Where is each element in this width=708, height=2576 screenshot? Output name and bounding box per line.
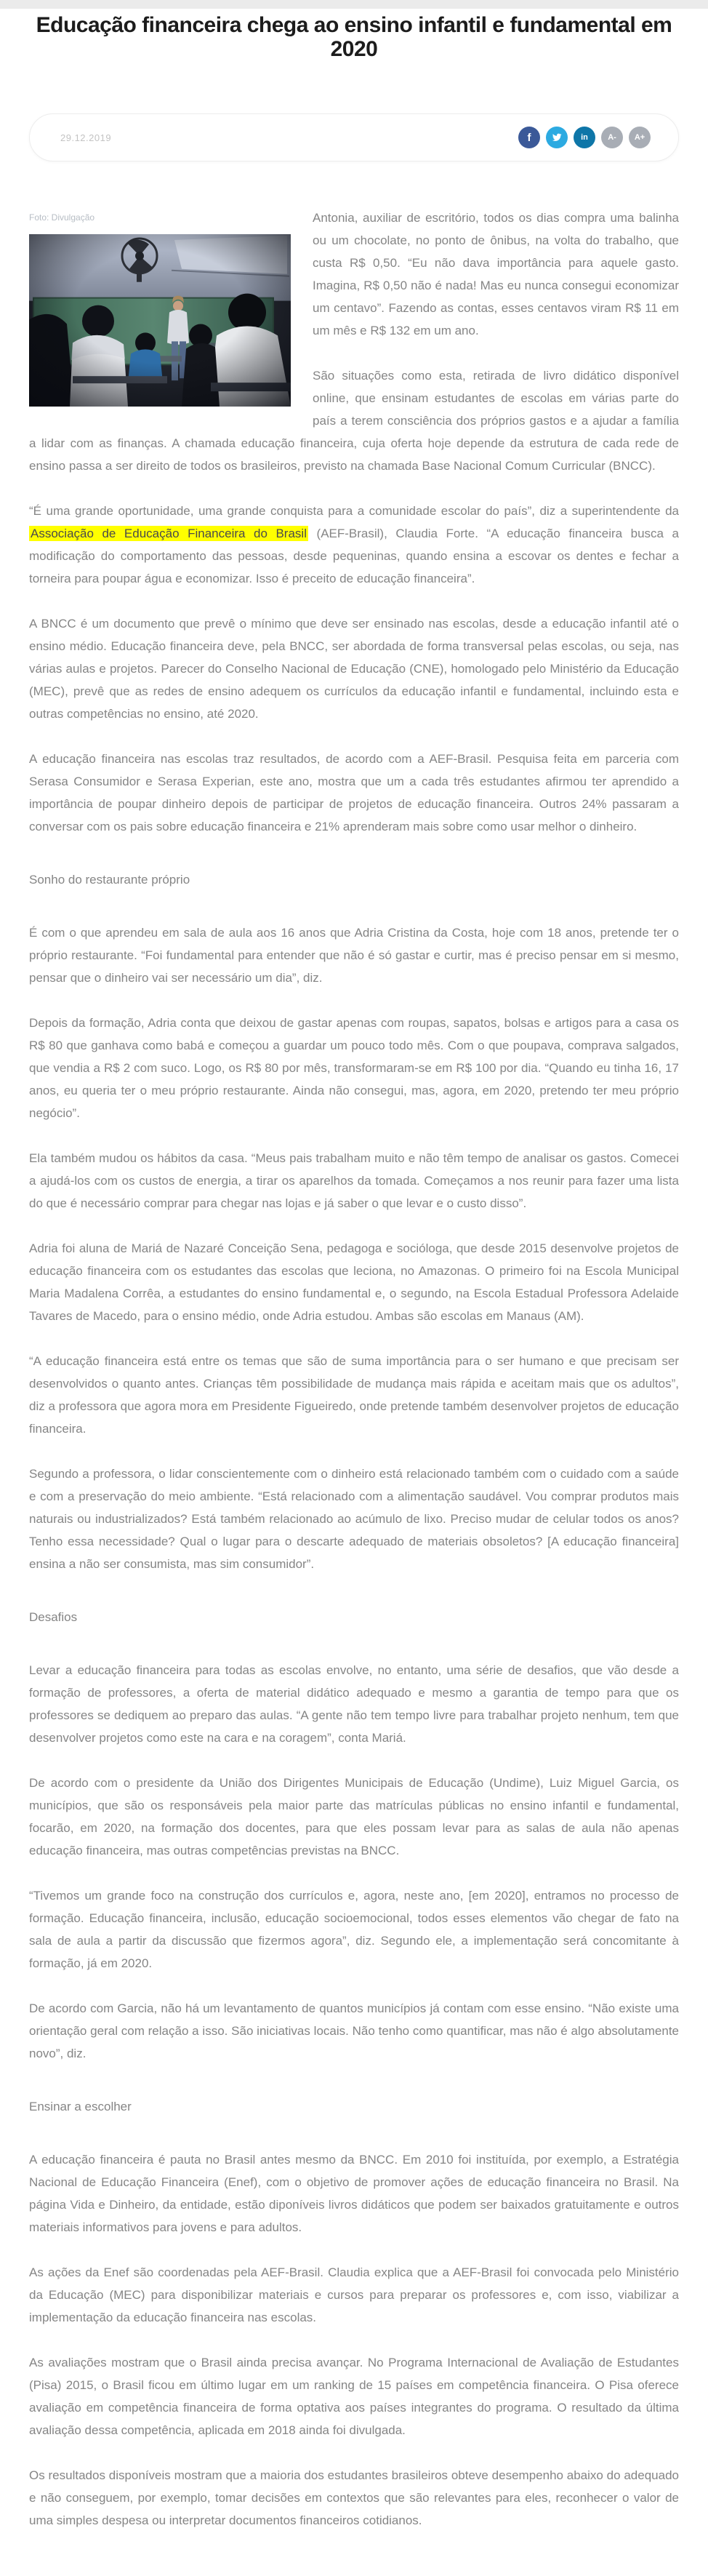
article-body — [29, 207, 679, 2576]
font-decrease-icon: A- — [608, 133, 616, 142]
article-paragraph: As avaliações mostram que o Brasil ainda precisa avançar. No Programa Internacional de Avaliação de Estudantes (Pisa) 2015, o Brasil ficou em último lugar em um ranking de 15 países em competência financeira. O Pisa oferece avaliação em competência financeira de forma optativa aos países integrantes do programa. O resultado da última avaliação dessa competência, aplicada em 2018 ainda foi divulgada. — [29, 2356, 679, 2437]
meta-card — [29, 113, 679, 161]
article-paragraph: São situações como esta, retirada de livro didático disponível online, que ensinam estudantes de escolas em várias parte do país a terem consciência dos próprios gastos e a ajudar a família a lidar com as finanças. A chamada educação financeira, cuja oferta hoje depende da estrutura de cada rede de ensino passa a ser direito de todos os brasileiros, previsto na chamada Base Nacional Comum Curricular (BNCC). — [29, 369, 679, 473]
paragraph-text: “É uma grande oportunidade, uma grande conquista para a comunidade escolar do país”, diz a superintendente da — [29, 504, 679, 518]
article-paragraph: Levar a educação financeira para todas as escolas envolve, no entanto, uma série de desafios, que vão desde a formação de professores, a oferta de material didático adequado e mesmo a garantia de tempo para que os professores se dediquem ao preparo das aulas. “A gente não tem tempo livre para trabalhar projeto nenhum, tem que desenvolver projetos como este na cara e na coragem”, conta Mariá. — [29, 1663, 679, 1745]
twitter-icon — [552, 132, 563, 143]
section-heading: Desafios — [29, 1610, 78, 1624]
linkedin-icon: in — [581, 133, 588, 142]
article-paragraph: As ações da Enef são coordenadas pela AEF-Brasil. Claudia explica que a AEF-Brasil foi convocada pelo Ministério da Educação (MEC) para disponibilizar materiais e cursos para preparar os professores e, com isso, viabilizar a implementação da educação financeira nas escolas. — [29, 2265, 679, 2324]
font-increase-button[interactable] — [629, 127, 651, 148]
article-paragraph: A educação financeira nas escolas traz resultados, de acordo com a AEF-Brasil. Pesquisa feita em parceria com Serasa Consumidor e Serasa Experian, este ano, mostra que um a cada três estudantes afirmou ter aprendido a importância de poupar dinheiro depois de participar de projetos de educação financeira. Outros 24% passaram a conversar com os pais sobre educação financeira e 21% aprenderam mais sobre como usar melhor o dinheiro. — [29, 752, 679, 833]
paragraph-text: (AEF-Brasil), Claudia Forte. “A educação financeira busca a modificação do comportamento das pessoas, desde pequeninas, quando ensina a escovar os dentes e fechar a torneira para poupar água e economizar. Isso é preceito de educação financeira”. — [29, 527, 679, 585]
classroom-photo — [29, 234, 291, 407]
share-linkedin-button[interactable] — [574, 127, 595, 148]
article-paragraph: A BNCC é um documento que prevê o mínimo que deve ser ensinado nas escolas, desde a educação infantil até o ensino médio. Educação financeira deve, pela BNCC, ser abordada de forma transversal pelas escolas, ou seja, nas várias aulas e projetos. Parecer do Conselho Nacional de Educação (CNE), homologado pelo Ministério da Educação (MEC), prevê que as redes de ensino adequem os currículos da educação infantil e fundamental, incluindo esta e outras competências no ensino, até 2020. — [29, 617, 679, 721]
share-facebook-button[interactable] — [518, 127, 540, 148]
article-paragraph: É com o que aprendeu em sala de aula aos 16 anos que Adria Cristina da Costa, hoje com 18 anos, pretende ter o próprio restaurante. “Foi fundamental para entender que não é só gastar e curtir, mas é preciso pensar em si mesmo, pensar que o dinheiro vai ser necessário um dia”, diz. — [29, 926, 679, 985]
article-figure — [29, 207, 291, 407]
section-heading: Ensinar a escolher — [29, 2100, 132, 2113]
page-title: Educação financeira chega ao ensino infantil e fundamental em 2020 — [36, 13, 672, 61]
article-paragraph: Depois da formação, Adria conta que deixou de gastar apenas com roupas, sapatos, bolsas e artigos para a casa os R$ 80 que ganhava como babá e começou a guardar um pouco todo mês. Com o que poupava, comprava salgados, que vendia a R$ 2 com suco. Logo, os R$ 80 por mês, transformaram-se em R$ 100 por dia. “Quando eu tinha 16, 17 anos, eu queria ter o meu próprio restaurante. Ainda não consegui, mas, agora, em 2020, pretendo ter meu próprio negócio”. — [29, 1016, 679, 1120]
article-paragraph — [29, 500, 679, 590]
font-increase-icon: A+ — [634, 133, 645, 142]
font-decrease-button[interactable] — [601, 127, 623, 148]
article-paragraph: Adria foi aluna de Mariá de Nazaré Conceição Sena, pedagoga e socióloga, que desde 2015 desenvolve projetos de educação financeira com os estudantes das escolas que leciona, no Amazonas. O primeiro foi na Escola Municipal Maria Madalena Corrêa, a estudantes do ensino fundamental e, o segundo, na Escola Estadual Professora Adelaide Tavares de Macedo, para o ensino médio, onde Adria estudou. Ambas são escolas em Manaus (AM). — [29, 1241, 679, 1323]
article-paragraph: A educação financeira é pauta no Brasil antes mesmo da BNCC. Em 2010 foi instituída, por exemplo, a Estratégia Nacional de Educação Financeira (Enef), com o objetivo de promover ações de educação financeira no Brasil. Na página Vida e Dinheiro, da entidade, estão diponíveis livros didáticos que podem ser baixados gratuitamente e outros materiais informativos para jovens e para adultos. — [29, 2153, 679, 2234]
article-paragraph: De acordo com Garcia, não há um levantamento de quantos municípios já contam com esse ensino. “Não existe uma orientação geral com relação a isso. São iniciativas locais. Não tenho como quantificar, mas não é algo absolutamente novo”, diz. — [29, 2001, 679, 2060]
article-paragraph: Ela também mudou os hábitos da casa. “Meus pais trabalham muito e não têm tempo de analisar os gastos. Comecei a ajudá-los com os custos de energia, a tirar os aparelhos da tomada. Começamos a nos reunir para fazer uma lista do que é necessário comprar para chegar nas lojas e já saber o que levar e o custo disso”. — [29, 1151, 679, 1210]
publish-date: 29.12.2019 — [60, 132, 112, 143]
share-twitter-button[interactable] — [546, 127, 568, 148]
article-paragraph: De acordo com o presidente da União dos Dirigentes Municipais de Educação (Undime), Luiz Miguel Garcia, os municípios, que são os responsáveis pela maior parte das matrículas públicas no ensino infantil e fundamental, focarão, em 2020, na formação dos docentes, para que eles possam levar para as salas de aula não apenas educação financeira, mas outras competências previstas na BNCC. — [29, 1776, 679, 1857]
aef-brasil-link[interactable]: Associação de Educação Financeira do Brasil — [31, 527, 307, 540]
article-paragraph: Antonia, auxiliar de escritório, todos os dias compra uma balinha ou um chocolate, no ponto de ônibus, na volta do trabalho, que custa R$ 0,50. “Eu não dava importância para aquele gasto. Imagina, R$ 0,50 não é nada! Mas eu nunca consegui economizar um centavo”. Fazendo as contas, esses centavos viram R$ 11 em um mês e R$ 132 em um ano. — [313, 211, 679, 337]
article-paragraph: “A educação financeira está entre os temas que são de suma importância para o ser humano e que precisam ser desenvolvidos o quanto antes. Crianças têm possibilidade de mudança mais rápida e aceitam mais que os adultos”, diz a professora que agora mora em Presidente Figueiredo, onde pretende também desenvolver projetos de educação financeira. — [29, 1354, 679, 1436]
article-paragraph: Os resultados disponíveis mostram que a maioria dos estudantes brasileiros obteve desempenho abaixo do adequado e não conseguem, por exemplo, tomar decisões em contextos que são relevantes para eles, reconhecer o valor de uma simples despesa ou interpretar documentos financeiros cotidianos. — [29, 2468, 679, 2527]
share-buttons — [518, 127, 651, 148]
facebook-icon: f — [527, 131, 531, 144]
article-paragraph: “Tivemos um grande foco na construção dos currículos e, agora, neste ano, [em 2020], entramos no processo de formação. Educação financeira, inclusão, educação socioemocional, todos esses elementos vão chegar de fato na sala de aula a partir da discussão que fizermos agora”, diz. Segundo ele, a implementação será concomitante à formação, já em 2020. — [29, 1889, 679, 1970]
section-heading: Sonho do restaurante próprio — [29, 873, 190, 887]
top-strip — [0, 0, 708, 9]
photo-caption: Foto: Divulgação — [29, 212, 95, 223]
article-paragraph: Segundo a professora, o lidar conscientemente com o dinheiro está relacionado também com o cuidado com a saúde e com a preservação do meio ambiente. “Está relacionado com a alimentação saudável. Vou comprar produtos mais naturais ou industrializados? Está também relacionado ao acúmulo de lixo. Preciso mudar de celular todos os anos? Tenho essa necessidade? Qual o lugar para o descarte adequado de materiais obsoletos? [A educação financeira] ensina a não ser consumista, mas sim consumidor”. — [29, 1467, 679, 1571]
